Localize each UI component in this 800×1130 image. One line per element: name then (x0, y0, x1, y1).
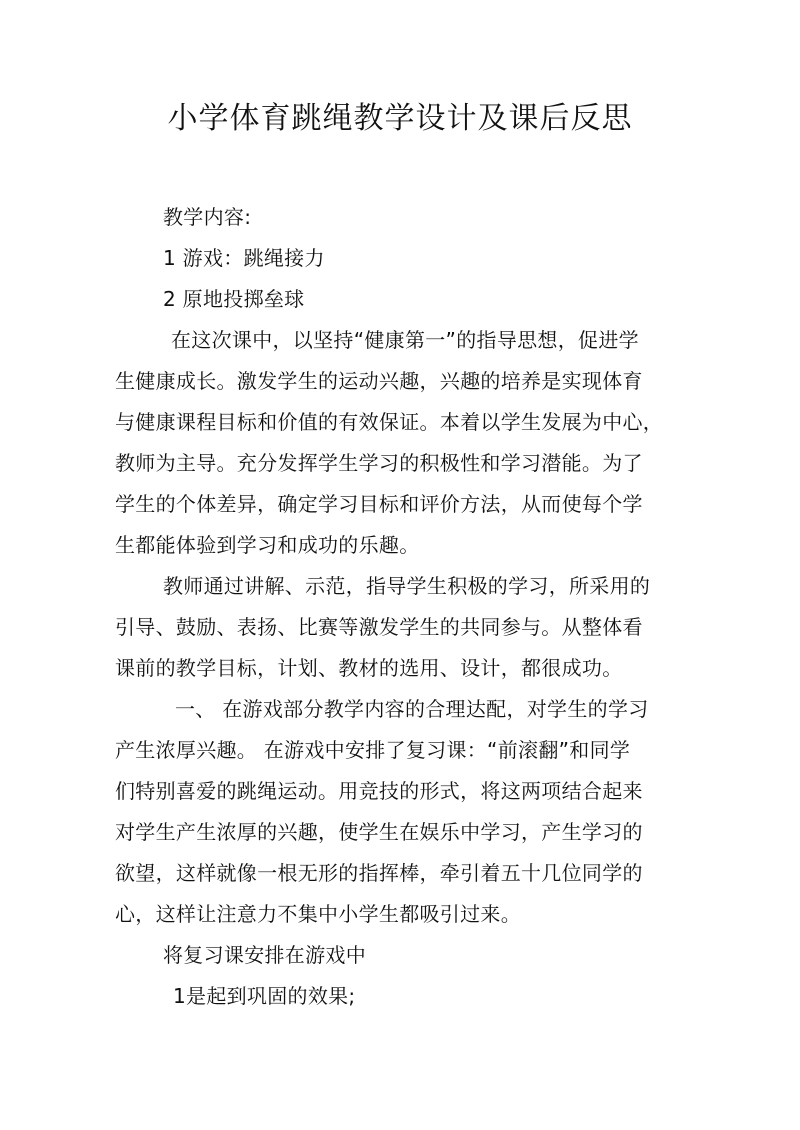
text-line (115, 730, 685, 771)
text-line (115, 771, 685, 812)
line-text: 学生的个体差异，确定学习目标和评价方法，从而使每个学 (115, 492, 643, 516)
text-line (115, 566, 685, 607)
text-line (115, 238, 685, 279)
line-text: 一、 在游戏部分教学内容的合理达配，对学生的学习 (175, 697, 649, 721)
text-line (115, 935, 685, 976)
line-text: 教师通过讲解、示范，指导学生积极的学习，所采用的 (163, 574, 651, 598)
text-line (115, 279, 685, 320)
text-line (115, 853, 685, 894)
text-line (115, 402, 685, 443)
line-text: 产生浓厚兴趣。 在游戏中安排了复习课：“前滚翻”和同学 (115, 738, 631, 762)
line-text: 心，这样让注意力不集中小学生都吸引过来。 (115, 902, 521, 926)
text-line (115, 484, 685, 525)
line-text: 1 游戏：跳绳接力 (163, 246, 325, 270)
line-text: 引导、鼓励、表扬、比赛等激发学生的共同参与。从整体看 (115, 615, 643, 639)
line-text: 在这次课中，以坚持“健康第一”的指导思想，促进学 (171, 328, 639, 352)
line-text: 教学内容: (163, 205, 252, 229)
document-title: 小学体育跳绳教学设计及课后反思 (167, 101, 633, 136)
line-text: 生都能体验到学习和成功的乐趣。 (115, 533, 420, 557)
line-text: 2 原地投掷垒球 (163, 287, 305, 311)
line-text: 1是起到巩固的效果; (173, 984, 356, 1008)
text-line (115, 607, 685, 648)
text-line (115, 812, 685, 853)
text-line (115, 443, 685, 484)
text-line (115, 976, 685, 1017)
text-line (115, 689, 685, 730)
document-body (115, 197, 685, 1017)
line-text: 们特别喜爱的跳绳运动。用竞技的形式，将这两项结合起来 (115, 779, 643, 803)
line-text: 教师为主导。充分发挥学生学习的积极性和学习潜能。为了 (115, 451, 643, 475)
line-text: 将复习课安排在游戏中 (163, 943, 366, 967)
text-line (115, 648, 685, 689)
text-line (115, 320, 685, 361)
text-line (115, 894, 685, 935)
text-line (115, 197, 685, 238)
line-text: 生健康成长。激发学生的运动兴趣，兴趣的培养是实现体育 (115, 369, 643, 393)
line-text: 课前的教学目标，计划、教材的选用、设计，都很成功。 (115, 656, 623, 680)
line-text: 与健康课程目标和价值的有效保证。本着以学生发展为中心， (115, 410, 664, 434)
line-text: 欲望，这样就像一根无形的指挥棒，牵引着五十几位同学的 (115, 861, 643, 885)
line-text: 对学生产生浓厚的兴趣，使学生在娱乐中学习，产生学习的 (115, 820, 643, 844)
text-line (115, 525, 685, 566)
text-line (115, 361, 685, 402)
